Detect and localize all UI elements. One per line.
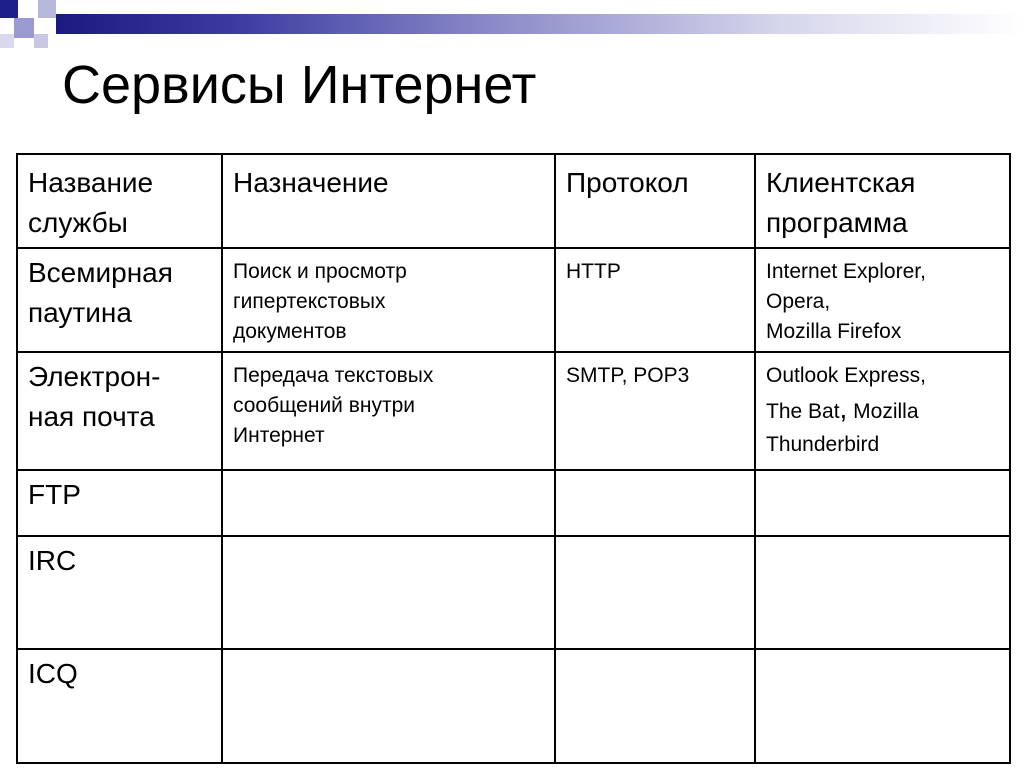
cell-text: Outlook Express, <box>766 364 926 387</box>
cell-protocol <box>555 470 755 536</box>
header-cell-client <box>755 154 1010 248</box>
cell-service-name: IRC <box>17 536 222 649</box>
cell-text: SMTP, POP3 <box>566 364 690 387</box>
cell-protocol <box>555 352 755 470</box>
cell-text: гипертекстовых <box>233 290 386 313</box>
cell-text: документов <box>233 320 347 343</box>
header-cell-protocol <box>555 154 755 248</box>
cell-text: Интернет <box>233 424 325 447</box>
cell-client <box>755 352 1010 470</box>
header-text: программа <box>766 207 908 238</box>
deco-square <box>0 34 14 48</box>
cell-text: The Bat <box>766 400 840 423</box>
cell-purpose <box>222 649 555 763</box>
header-text: службы <box>28 207 128 238</box>
cell-purpose <box>222 536 555 649</box>
header-text: Протокол <box>566 167 689 198</box>
deco-square <box>34 34 48 48</box>
deco-square <box>14 18 34 38</box>
header-gradient-band <box>56 14 1024 34</box>
cell-text: Mozilla Firefox <box>766 320 902 343</box>
cell-protocol <box>555 248 755 352</box>
cell-text: сообщений внутри <box>233 394 416 417</box>
cell-client <box>755 470 1010 536</box>
cell-service-name: FTP <box>17 470 222 536</box>
cell-text: Mozilla <box>847 400 919 423</box>
cell-text: Поиск и просмотр <box>233 260 407 283</box>
cell-text-line <box>766 391 999 430</box>
table-row <box>17 248 1010 352</box>
cell-text: Электрон- <box>28 361 161 392</box>
cell-service-name: ICQ <box>17 649 222 763</box>
header-text: Назначение <box>233 167 389 198</box>
cell-client <box>755 536 1010 649</box>
cell-service-name <box>17 352 222 470</box>
cell-protocol <box>555 649 755 763</box>
table-row <box>17 536 1010 649</box>
deco-square <box>18 0 32 14</box>
cell-purpose <box>222 470 555 536</box>
cell-text: ная почта <box>28 401 155 432</box>
cell-client <box>755 248 1010 352</box>
table-row <box>17 649 1010 763</box>
table-header-row <box>17 154 1010 248</box>
header-cell-purpose <box>222 154 555 248</box>
cell-text: HTTP <box>566 260 621 283</box>
cell-purpose <box>222 352 555 470</box>
cell-client <box>755 649 1010 763</box>
cell-text: Thunderbird <box>766 433 880 456</box>
cell-protocol <box>555 536 755 649</box>
cell-text: Передача текстовых <box>233 364 434 387</box>
page-title: Сервисы Интернет <box>62 55 537 115</box>
cell-service-name <box>17 248 222 352</box>
cell-purpose <box>222 248 555 352</box>
table-row <box>17 352 1010 470</box>
header-text: Клиентская <box>766 167 916 198</box>
deco-square <box>0 0 18 18</box>
header-text: Название <box>28 167 154 198</box>
cell-text: Всемирная <box>28 257 173 288</box>
header-cell-name <box>17 154 222 248</box>
deco-square <box>38 0 56 18</box>
cell-text: паутина <box>28 297 132 328</box>
cell-text: Opera, <box>766 290 831 313</box>
services-table <box>16 153 1011 764</box>
cell-text: Internet Explorer, <box>766 260 926 283</box>
table-row <box>17 470 1010 536</box>
cell-text: , <box>839 393 848 424</box>
